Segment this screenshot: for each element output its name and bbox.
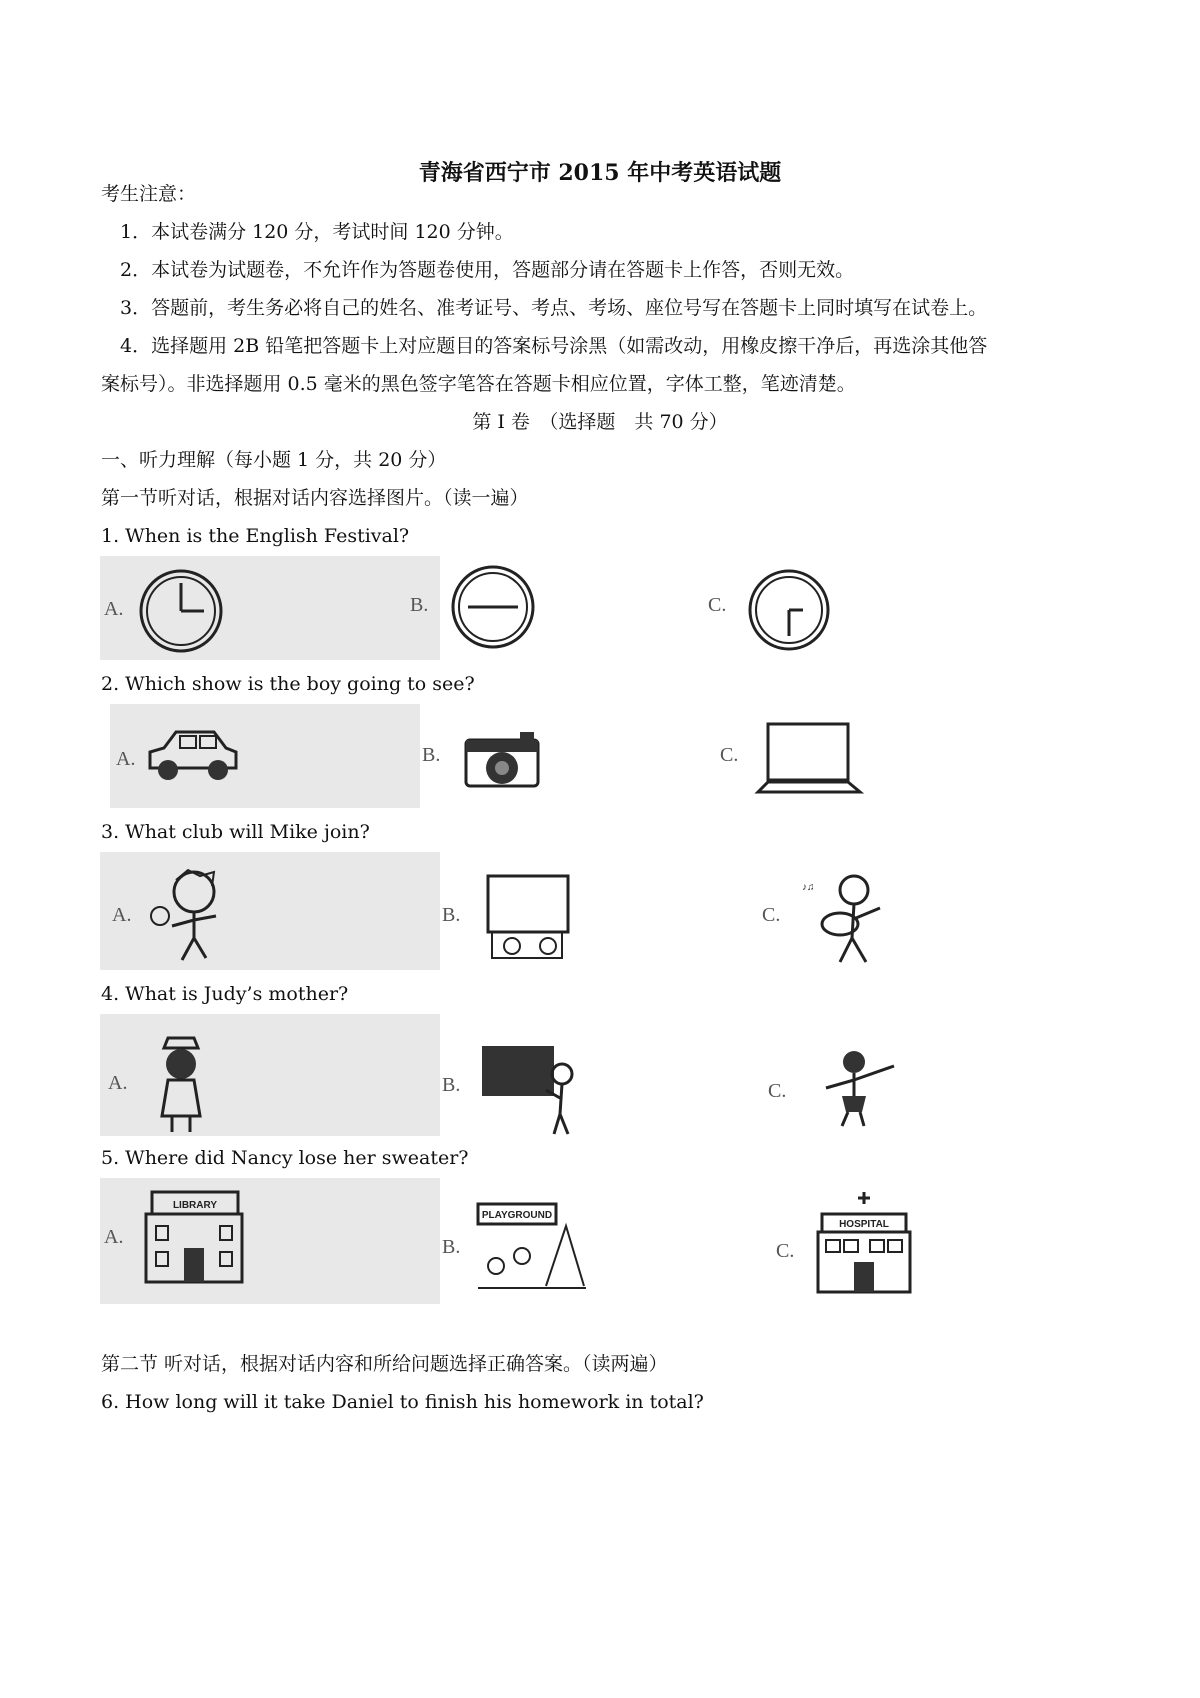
soccer-boy-icon [148, 866, 238, 966]
nurse-icon [146, 1036, 216, 1136]
question-3-text: 3. What club will Mike join? [101, 821, 370, 843]
question-2-text: 2. Which show is the boy going to see? [101, 673, 475, 695]
question-3-option-b: B. [442, 904, 461, 926]
teacher-icon [480, 1044, 580, 1136]
question-5-text: 5. Where did Nancy lose her sweater? [101, 1147, 469, 1169]
notice-item-1: 1．本试卷满分 120 分，考试时间 120 分钟。 [120, 221, 514, 243]
question-6-text: 6. How long will it take Daniel to finish his homework in total? [101, 1391, 704, 1413]
question-4-text: 4. What is Judy’s mother? [101, 983, 349, 1005]
notice-item-2: 2．本试卷为试题卷，不允许作为答题卷使用，答题部分请在答题卡上作答，否则无效。 [120, 259, 855, 281]
notice-item-3: 3．答题前，考生务必将自己的姓名、准考证号、考点、考场、座位号写在答题卡上同时填写在试卷上。 [120, 297, 988, 319]
notice-heading: 考生注意： [101, 183, 197, 205]
notice-item-4: 4．选择题用 2B 铅笔把答题卡上对应题目的答案标号涂黑（如需改动，用橡皮擦干净后，再选涂其他答 [120, 335, 988, 357]
car-icon [142, 722, 242, 792]
laptop-icon [756, 720, 866, 810]
hospital-sign: HOSPITAL [839, 1219, 889, 1230]
playground-icon [476, 1196, 588, 1296]
question-5-option-c: C. [776, 1240, 795, 1262]
part1-heading: 第一节听对话，根据对话内容选择图片。（读一遍） [101, 487, 529, 509]
question-3-option-a: A. [112, 904, 132, 926]
question-2-option-c: C. [720, 744, 739, 766]
question-2-option-b: B. [422, 744, 441, 766]
playground-sign: PLAYGROUND [481, 1210, 553, 1221]
svg-text:♪♫: ♪♫ [802, 882, 815, 893]
question-1-option-a: A. [104, 598, 124, 620]
question-5-option-b: B. [442, 1236, 461, 1258]
question-2-option-a: A. [116, 748, 136, 770]
guitar-singer-icon [796, 868, 886, 968]
hospital-icon [814, 1196, 914, 1296]
question-5-option-a: A. [104, 1226, 124, 1248]
part2-heading: 第二节 听对话，根据对话内容和所给问题选择正确答案。（读两遍） [101, 1353, 668, 1375]
library-icon [142, 1186, 246, 1286]
question-4-option-c: C. [768, 1080, 787, 1102]
question-1-option-b: B. [410, 594, 429, 616]
question-4-option-a: A. [108, 1072, 128, 1094]
dancer-icon [808, 1048, 904, 1128]
clock-quarter-icon [448, 562, 538, 652]
section-heading: 一、听力理解（每小题 1 分，共 20 分） [101, 449, 447, 471]
question-1-text: 1. When is the English Festival? [101, 525, 410, 547]
question-3-option-c: C. [762, 904, 781, 926]
question-1-option-c: C. [708, 594, 727, 616]
question-4-option-b: B. [442, 1074, 461, 1096]
notice-item-4-cont: 案标号）。非选择题用 0.5 毫米的黑色签字笔答在答题卡相应位置，字体工整，笔迹清楚。 [101, 373, 856, 395]
volume-label: 第 I 卷 （选择题 共 70 分） [472, 411, 728, 433]
library-sign: LIBRARY [172, 1200, 218, 1211]
clock-half-icon [745, 566, 833, 654]
camera-icon [462, 726, 542, 796]
page-title: 青海省西宁市 2015 年中考英语试题 [418, 160, 782, 186]
art-class-icon [482, 872, 574, 964]
clock-three-icon [136, 566, 226, 656]
